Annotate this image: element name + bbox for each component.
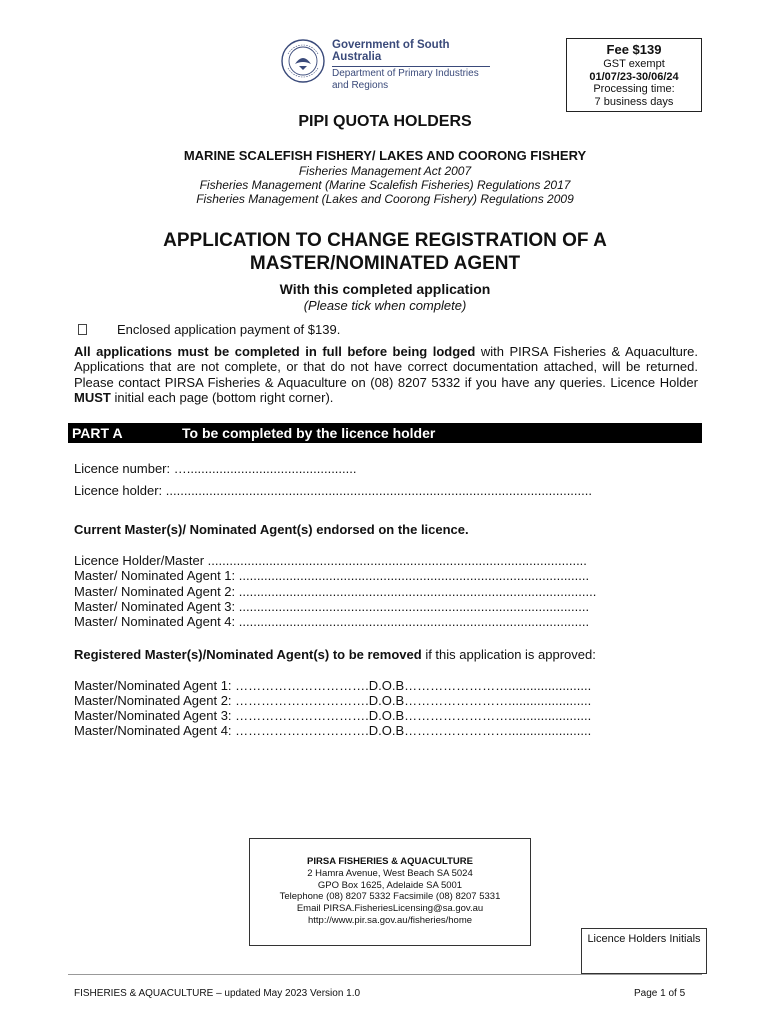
part-a-label: PART A: [72, 425, 123, 441]
removed-agent-row[interactable]: Master/Nominated Agent 4: ………………………….D.O.B…………………….......................: [74, 723, 592, 738]
removed-agent-row[interactable]: Master/Nominated Agent 2: ………………………….D.O.B…………………….......................: [74, 693, 592, 708]
address-box: [249, 838, 531, 946]
address-line: GPO Box 1625, Adelaide SA 5001: [317, 879, 463, 891]
licence-holder-initials-box[interactable]: [581, 928, 707, 974]
initials-label: Licence Holders Initials: [587, 933, 701, 945]
licence-holder-field[interactable]: Licence holder: ......................................................................................................................: [74, 483, 592, 498]
instructions-text-1: with PIRSA Fisheries & Aquaculture. Applications that are not complete, or that do not have correct documentation attached, will be returned. Please contact PIRSA Fisheries & Aquaculture on (08) 8207 5332 if you have any queries. Licence Holder: [74, 344, 698, 390]
address-title: PIRSA FISHERIES & AQUACULTURE: [307, 856, 473, 867]
current-agent-row[interactable]: Master/ Nominated Agent 4: .................................................................................................: [74, 614, 590, 629]
contact-phone: Telephone (08) 8207 5332 Facsimile (08) 8207 5331: [279, 891, 501, 903]
current-agent-row[interactable]: Master/ Nominated Agent 2: ...................................................................................................: [74, 584, 597, 599]
removed-agent-row[interactable]: Master/Nominated Agent 1: ………………………….D.O.B…………………….......................: [74, 678, 592, 693]
removed-heading-rest: if this application is approved:: [421, 647, 596, 662]
fee-period: 01/07/23-30/06/24: [589, 70, 679, 83]
with-application-heading: With this completed application: [279, 281, 491, 297]
payment-checklist-label: Enclosed application payment of $139.: [117, 322, 341, 337]
payment-checkbox[interactable]: [78, 324, 87, 335]
document-title: PIPI QUOTA HOLDERS: [298, 113, 472, 130]
tick-note: (Please tick when complete): [303, 298, 467, 313]
act-reference-3: Fisheries Management (Lakes and Coorong Fishery) Regulations 2009: [196, 192, 574, 206]
south-australia-seal-icon: [280, 38, 326, 84]
removed-agents-heading: [74, 647, 596, 662]
act-reference-2: Fisheries Management (Marine Scalefish Fisheries) Regulations 2017: [199, 178, 571, 192]
instructions-must: MUST: [74, 390, 111, 406]
processing-label: Processing time:: [593, 83, 675, 96]
part-a-header: [68, 423, 702, 443]
gst-status: GST exempt: [603, 57, 665, 70]
removed-heading-bold: Registered Master(s)/Nominated Agent(s) to be removed: [74, 647, 422, 662]
contact-email: Email PIRSA.FisheriesLicensing@sa.gov.au: [296, 903, 484, 915]
instructions-text-2: initial each page (bottom right corner).: [110, 390, 334, 406]
gov-name: Government of South Australia: [332, 40, 490, 67]
licence-number-field[interactable]: Licence number: …...............................................: [74, 461, 357, 476]
fishery-heading: MARINE SCALEFISH FISHERY/ LAKES AND COORONG FISHERY: [183, 148, 587, 163]
current-agents-heading: Current Master(s)/ Nominated Agent(s) endorsed on the licence.: [74, 522, 469, 537]
application-title-line2: MASTER/NOMINATED AGENT: [249, 253, 521, 274]
part-a-title: To be completed by the licence holder: [182, 425, 436, 441]
current-agent-row[interactable]: Licence Holder/Master .........................................................................................................: [74, 553, 587, 568]
footer-divider: [68, 974, 702, 975]
gov-logo: [280, 38, 500, 91]
footer-version: FISHERIES & AQUACULTURE – updated May 2023 Version 1.0: [74, 988, 361, 999]
department-name: Department of Primary Industries: [332, 68, 479, 79]
instructions-lead: All applications must be completed in full before being lodged: [74, 344, 476, 359]
current-agent-row[interactable]: Master/ Nominated Agent 1: .................................................................................................: [74, 568, 590, 583]
page-number: Page 1 of 5: [634, 988, 686, 999]
payment-checklist-item: [78, 322, 340, 337]
removed-agent-row[interactable]: Master/Nominated Agent 3: ………………………….D.O.B…………………….......................: [74, 708, 592, 723]
act-reference-1: Fisheries Management Act 2007: [298, 164, 472, 178]
contact-website: http://www.pir.sa.gov.au/fisheries/home: [307, 914, 473, 926]
fee-box: [566, 38, 702, 112]
processing-value: 7 business days: [594, 95, 674, 108]
department-name-2: and Regions: [332, 80, 389, 91]
instructions-paragraph: [74, 344, 698, 406]
fee-amount: Fee $139: [606, 42, 662, 57]
application-title-line1: APPLICATION TO CHANGE REGISTRATION OF A: [163, 230, 607, 251]
current-agent-row[interactable]: Master/ Nominated Agent 3: .................................................................................................: [74, 599, 590, 614]
address-line: 2 Hamra Avenue, West Beach SA 5024: [307, 867, 473, 879]
